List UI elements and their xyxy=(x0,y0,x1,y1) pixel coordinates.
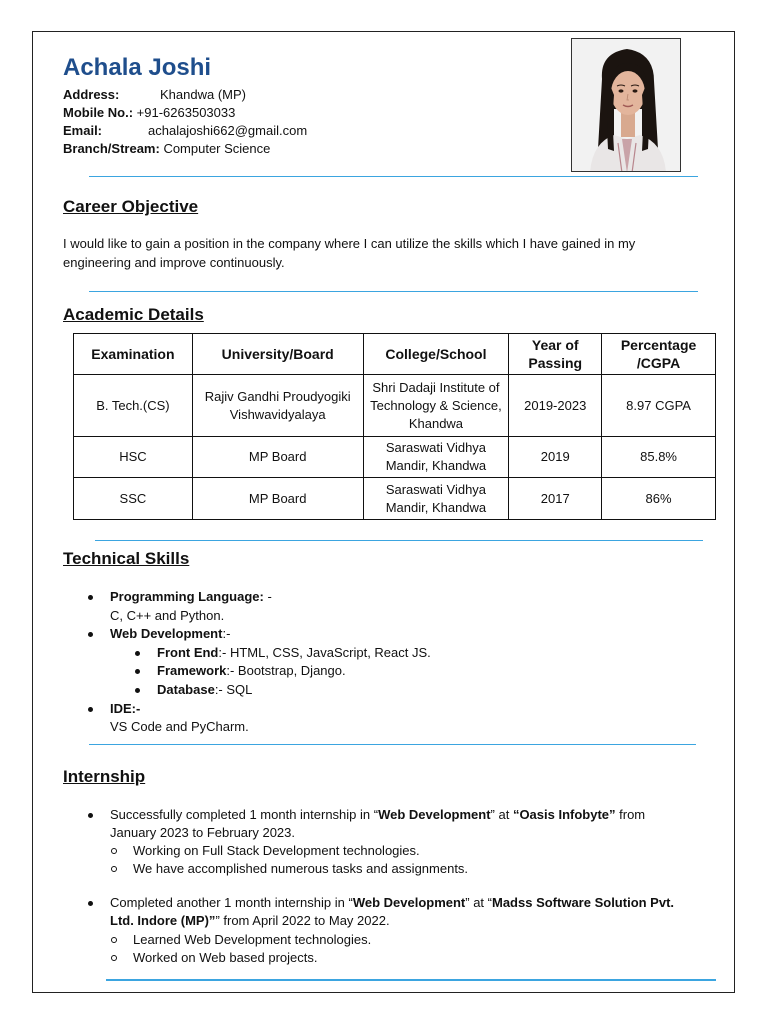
email-label: Email: xyxy=(63,123,103,138)
address-value: Khandwa (MP) xyxy=(160,87,246,102)
internship-duration: ” from April 2022 to May 2022. xyxy=(215,913,390,928)
email-row xyxy=(63,122,308,140)
text-segment: ” at “ xyxy=(465,895,492,910)
table-cell: 2019-2023 xyxy=(509,375,602,437)
branch-row xyxy=(63,140,270,158)
skill-framework xyxy=(157,662,346,681)
skill-value: :- HTML, CSS, JavaScript, React JS. xyxy=(218,645,431,660)
table-cell: MP Board xyxy=(192,437,363,478)
table-cell: Saraswati Vidhya Mandir, Khandwa xyxy=(363,437,509,478)
table-row xyxy=(74,478,716,520)
divider-skills xyxy=(89,744,696,745)
academic-details-heading: Academic Details xyxy=(63,305,204,324)
skill-separator: :- xyxy=(222,626,231,641)
text-segment: Completed another 1 month internship in “ xyxy=(110,895,353,910)
sub-bullet-icon xyxy=(111,866,117,872)
table-cell: Rajiv Gandhi Proudyogiki Vishwavidyalaya xyxy=(192,375,363,437)
skill-value: :- SQL xyxy=(214,682,253,697)
internship-domain: Web Development xyxy=(378,807,491,822)
internship-2-text xyxy=(110,894,723,930)
bullet-icon xyxy=(88,813,93,818)
skill-programming-value: C, C++ and Python. xyxy=(110,608,225,623)
text-segment: from xyxy=(615,807,646,822)
skill-front-end xyxy=(157,644,431,663)
internship-duration: January 2023 to February 2023. xyxy=(110,825,296,840)
divider-academic xyxy=(95,540,703,541)
table-cell: HSC xyxy=(74,437,193,478)
address-row xyxy=(63,86,246,104)
column-header-examination: Examination xyxy=(74,334,193,375)
column-header-year: Year of Passing xyxy=(509,334,602,375)
table-row xyxy=(74,375,716,437)
internship-2-point-2: Worked on Web based projects. xyxy=(133,950,318,965)
internship-heading: Internship xyxy=(63,767,146,786)
bullet-icon xyxy=(135,669,140,674)
text-segment: ” at xyxy=(490,807,513,822)
bullet-icon xyxy=(88,707,93,712)
skill-programming xyxy=(110,588,272,607)
bullet-icon xyxy=(135,688,140,693)
career-objective-heading: Career Objective xyxy=(63,197,199,216)
table-cell: 86% xyxy=(602,478,716,520)
skill-web-development xyxy=(110,625,230,644)
academic-table xyxy=(73,333,716,520)
candidate-name: Achala Joshi xyxy=(63,54,212,81)
column-header-percentage: Percentage /CGPA xyxy=(602,334,716,375)
internship-1-text xyxy=(110,806,723,842)
email-value[interactable]: achalajoshi662@gmail.com xyxy=(148,123,308,138)
bullet-icon xyxy=(88,632,93,637)
address-label: Address: xyxy=(63,87,120,102)
resume-page xyxy=(32,31,735,993)
company-name: “Oasis Infobyte” xyxy=(512,807,616,822)
table-cell: 85.8% xyxy=(602,437,716,478)
table-row xyxy=(74,437,716,478)
divider-header xyxy=(89,176,698,177)
table-cell: 2017 xyxy=(509,478,602,520)
branch-value: Computer Science xyxy=(163,141,271,156)
table-cell: MP Board xyxy=(192,478,363,520)
profile-photo xyxy=(571,38,681,172)
table-cell: Saraswati Vidhya Mandir, Khandwa xyxy=(363,478,509,520)
company-name: Madss Software Solution Pvt. xyxy=(492,895,675,910)
company-location: Ltd. Indore (MP)” xyxy=(110,913,216,928)
sub-bullet-icon xyxy=(111,848,117,854)
skill-database xyxy=(157,681,252,700)
skill-label: Web Development xyxy=(110,626,223,641)
skill-separator: - xyxy=(263,589,272,604)
skill-label: Programming Language: xyxy=(110,589,264,604)
sub-bullet-icon xyxy=(111,937,117,943)
column-header-university: University/Board xyxy=(192,334,363,375)
branch-label: Branch/Stream: xyxy=(63,141,160,156)
internship-1-point-2: We have accomplished numerous tasks and assignments. xyxy=(133,861,469,876)
skill-label: Database xyxy=(157,682,215,697)
skill-label: Framework xyxy=(157,663,227,678)
text-segment: Successfully completed 1 month internship in “ xyxy=(110,807,379,822)
table-cell: 2019 xyxy=(509,437,602,478)
table-cell: SSC xyxy=(74,478,193,520)
bullet-icon xyxy=(88,595,93,600)
mobile-row xyxy=(63,104,235,122)
mobile-value: +91-6263503033 xyxy=(136,105,236,120)
technical-skills-heading: Technical Skills xyxy=(63,549,190,568)
skill-value: :- Bootstrap, Django. xyxy=(226,663,346,678)
skill-ide xyxy=(110,700,140,719)
internship-domain: Web Development xyxy=(352,895,466,910)
skill-label: IDE:- xyxy=(110,701,141,716)
skill-label: Front End xyxy=(157,645,219,660)
table-header-row xyxy=(74,334,716,375)
table-cell: Shri Dadaji Institute of Technology & Science, Khandwa xyxy=(363,375,509,437)
bullet-icon xyxy=(88,901,93,906)
column-header-college: College/School xyxy=(363,334,509,375)
divider-career xyxy=(89,291,698,292)
skill-ide-value: VS Code and PyCharm. xyxy=(110,719,249,734)
bullet-icon xyxy=(135,651,140,656)
internship-2-point-1: Learned Web Development technologies. xyxy=(133,932,372,947)
mobile-label: Mobile No.: xyxy=(63,105,134,120)
portrait-image xyxy=(572,39,681,172)
divider-footer xyxy=(106,979,716,981)
table-cell: B. Tech.(CS) xyxy=(74,375,193,437)
career-objective-text: I would like to gain a position in the company where I can utilize the skills which I have gained in my engineering and improve continuously. xyxy=(63,236,636,270)
table-cell: 8.97 CGPA xyxy=(602,375,716,437)
internship-1-point-1: Working on Full Stack Development technologies. xyxy=(133,843,420,858)
sub-bullet-icon xyxy=(111,955,117,961)
